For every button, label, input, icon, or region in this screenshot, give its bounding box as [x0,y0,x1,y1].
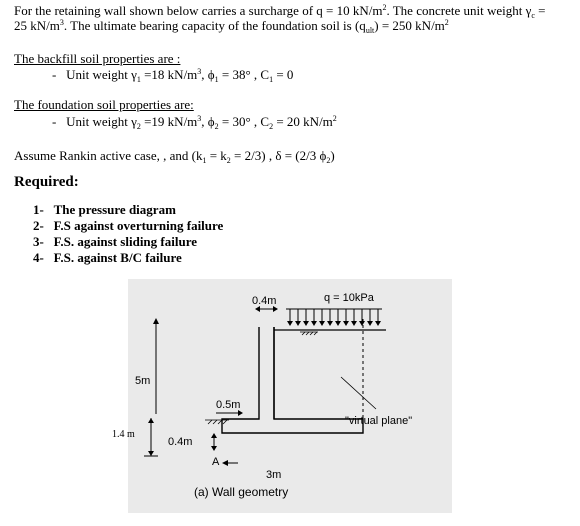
item-number: 4- [33,250,44,265]
subscript: 2 [326,156,331,165]
prop-text: = 30° , C [218,114,270,129]
item-number: 2- [33,218,44,233]
wall-drawing [128,279,452,513]
label-5m: 5m [135,375,151,387]
superscript: 3 [59,18,64,27]
prop-text: Unit weight γ [66,67,137,82]
superscript: 2 [332,114,337,123]
intro-text: = [534,3,546,18]
subscript: c [531,11,535,20]
label-04m-top: 0.4m [252,295,277,307]
subscript: 1 [202,156,207,165]
label-3m: 3m [266,469,282,481]
wall-outline [222,327,363,433]
label-04m-bottom: 0.4m [168,436,193,448]
required-heading: Required: [14,174,79,190]
intro-line-1 [14,3,545,18]
item-text: F.S against overturning failure [53,218,224,233]
subscript: 2 [269,122,274,131]
assume-text: = k [206,148,227,163]
prop-text: Unit weight γ [66,114,137,129]
backfill-properties [52,67,293,82]
label-virtual-plane: "virtual plane" [345,415,413,427]
intro-line-2 [14,18,449,33]
prop-text: , ϕ [201,67,215,82]
wall-body [222,327,363,433]
required-item [33,234,197,249]
subscript: 1 [136,75,141,84]
subscript: 2 [226,156,231,165]
subscript: 1 [214,75,219,84]
virtual-plane-leader [341,377,376,409]
foundation-properties [52,114,337,129]
item-text: F.S. against B/C failure [53,250,182,265]
assume-text: Assume Rankin active case, , and (k [14,148,203,163]
wall-geometry-figure [112,279,452,513]
subscript: 1 [269,75,274,84]
label-14m: 1.4 m [112,429,135,440]
required-item [33,218,223,233]
label-05m: 0.5m [216,399,241,411]
foundation-heading: The foundation soil properties are: [14,97,194,112]
intro-text: ) = 250 kN/m [374,18,445,33]
surcharge-arrowheads [287,321,381,326]
subscript: 2 [136,122,141,131]
item-text: The pressure diagram [53,202,176,217]
prop-text: , ϕ [201,114,215,129]
prop-text: = 20 kN/m [273,114,333,129]
superscript: 3 [197,67,202,76]
figure-caption: (a) Wall geometry [194,485,289,499]
label-surcharge-q: q = 10kPa [324,292,374,304]
item-text: F.S. against sliding failure [53,234,197,249]
bullet-dash: - [52,67,57,82]
superscript: 2 [382,3,387,12]
prop-text: =19 kN/m [140,114,198,129]
ground-hatch-top [300,332,318,335]
item-number: 1- [33,202,44,217]
ground-hatch-toe [205,420,229,424]
superscript: 2 [444,18,449,27]
subscript: 2 [214,122,219,131]
intro-text: 25 kN/m [14,18,60,33]
item-number: 3- [33,234,44,249]
prop-text: = 0 [273,67,294,82]
backfill-heading: The backfill soil properties are : [14,51,181,66]
assume-text: ) [330,148,335,163]
intro-text: For the retaining wall shown below carries a surcharge of q = 10 kN/m [14,3,383,18]
assume-text: = 2/3) , δ = (2/3 ϕ [230,148,327,163]
intro-text: . The concrete unit weight γ [386,3,532,18]
label-point-a: A [212,456,220,468]
bullet-dash: - [52,114,57,129]
subscript: ult [365,26,375,35]
required-item [33,250,182,265]
prop-text: =18 kN/m [140,67,198,82]
intro-text: . The ultimate bearing capacity of the foundation soil is (q [63,18,366,33]
superscript: 3 [197,114,202,123]
prop-text: = 38° , C [218,67,270,82]
assumption-line [14,148,335,163]
required-item [33,202,176,217]
